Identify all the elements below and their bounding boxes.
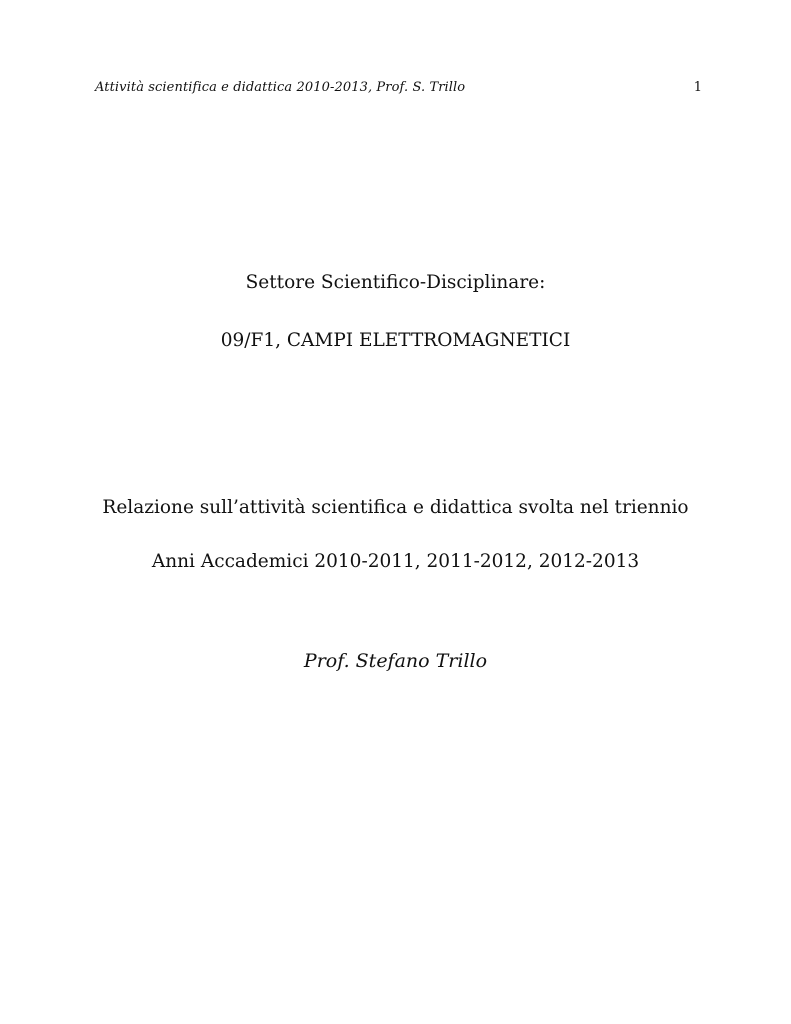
- report-title: Relazione sull’attività scientifica e didattica svolta nel triennio: [102, 497, 689, 518]
- academic-years: Anni Accademici 2010-2011, 2011-2012, 2012-2013: [151, 551, 640, 572]
- running-title: Attività scientifica e didattica 2010-2013, Prof. S. Trillo: [95, 80, 466, 95]
- sector-code: 09/F1, CAMPI ELETTROMAGNETICI: [220, 330, 571, 351]
- sector-label: Settore Scientifico-Disciplinare:: [245, 272, 546, 293]
- page-number: 1: [693, 80, 702, 95]
- author-name: Prof. Stefano Trillo: [303, 650, 488, 672]
